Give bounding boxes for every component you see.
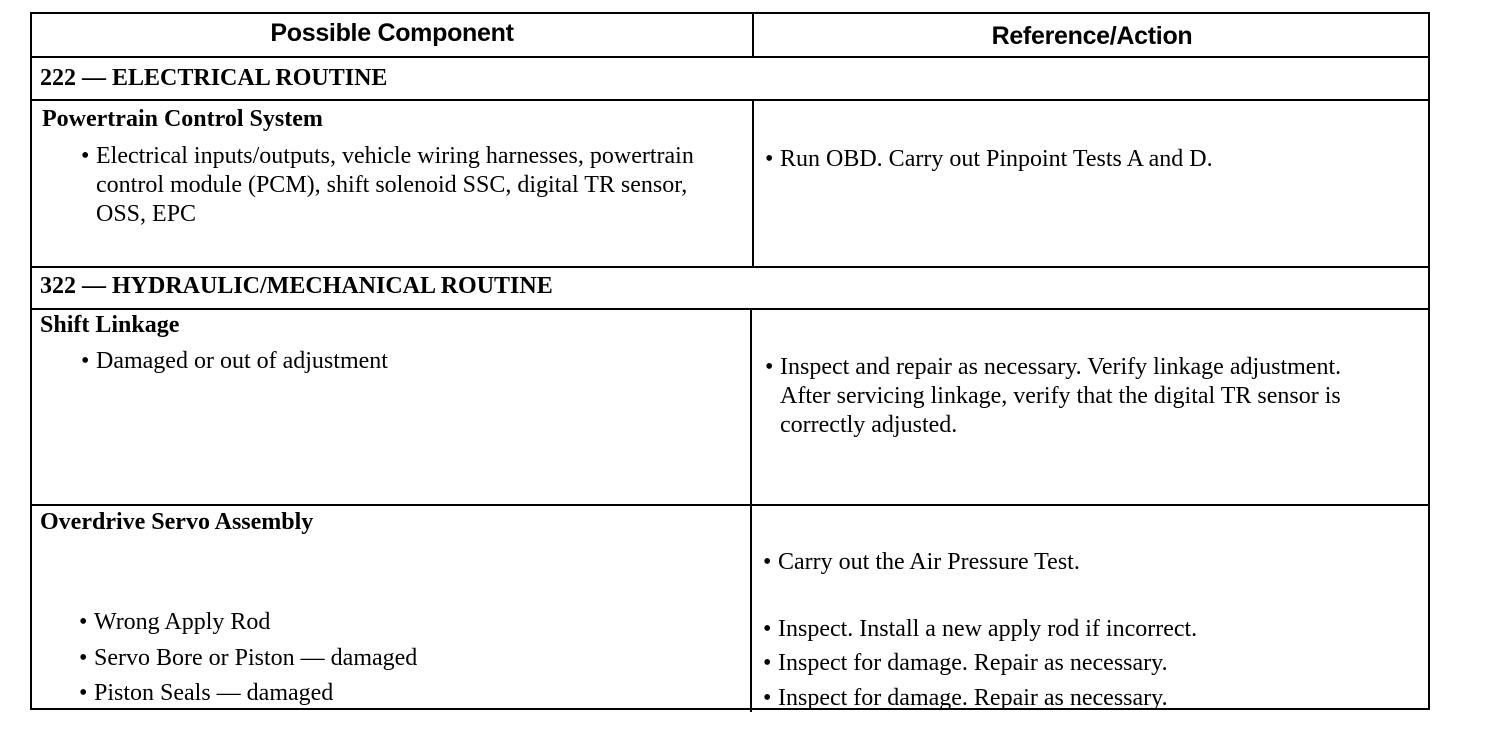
section-title-electrical: 222 — ELECTRICAL ROUTINE — [40, 65, 388, 91]
action-bullet: • Inspect for damage. Repair as necessary. — [763, 650, 1168, 676]
action-bullet: • Inspect and repair as necessary. Verify linkage adjustment. After servicing linkage, verify that the digital TR sensor is correctly adjusted. — [765, 354, 1342, 438]
header-possible-component: Possible Component — [270, 19, 514, 47]
component-title-overdrive-servo: Overdrive Servo Assembly — [40, 509, 314, 535]
component-title-powertrain: Powertrain Control System — [42, 106, 323, 132]
action-bullet: • Carry out the Air Pressure Test. — [763, 549, 1080, 575]
component-bullet: • Electrical inputs/outputs, vehicle wiring harnesses, powertrain control module (PCM), shift solenoid SSC, digital TR sensor, OSS, EPC — [81, 143, 694, 227]
row-divider — [32, 504, 1428, 506]
column-divider — [752, 99, 754, 266]
component-bullet: • Damaged or out of adjustment — [81, 348, 388, 374]
action-bullet: • Inspect. Install a new apply rod if incorrect. — [763, 616, 1198, 642]
component-bullet: • Servo Bore or Piston — damaged — [79, 645, 418, 671]
column-divider — [750, 308, 752, 712]
row-divider — [32, 266, 1428, 268]
component-bullet: • Wrong Apply Rod — [79, 609, 271, 635]
row-divider — [32, 308, 1428, 310]
header-reference-action: Reference/Action — [991, 22, 1193, 50]
action-bullet: • Inspect for damage. Repair as necessary. — [763, 685, 1168, 711]
component-bullet: • Piston Seals — damaged — [79, 680, 334, 706]
action-bullet: • Run OBD. Carry out Pinpoint Tests A and D. — [765, 146, 1213, 172]
section-title-hydraulic: 322 — HYDRAULIC/MECHANICAL ROUTINE — [40, 273, 553, 299]
diagnostic-table — [30, 12, 1430, 710]
row-divider — [32, 56, 1428, 58]
component-title-shift-linkage: Shift Linkage — [40, 312, 180, 338]
row-divider — [32, 99, 1428, 101]
